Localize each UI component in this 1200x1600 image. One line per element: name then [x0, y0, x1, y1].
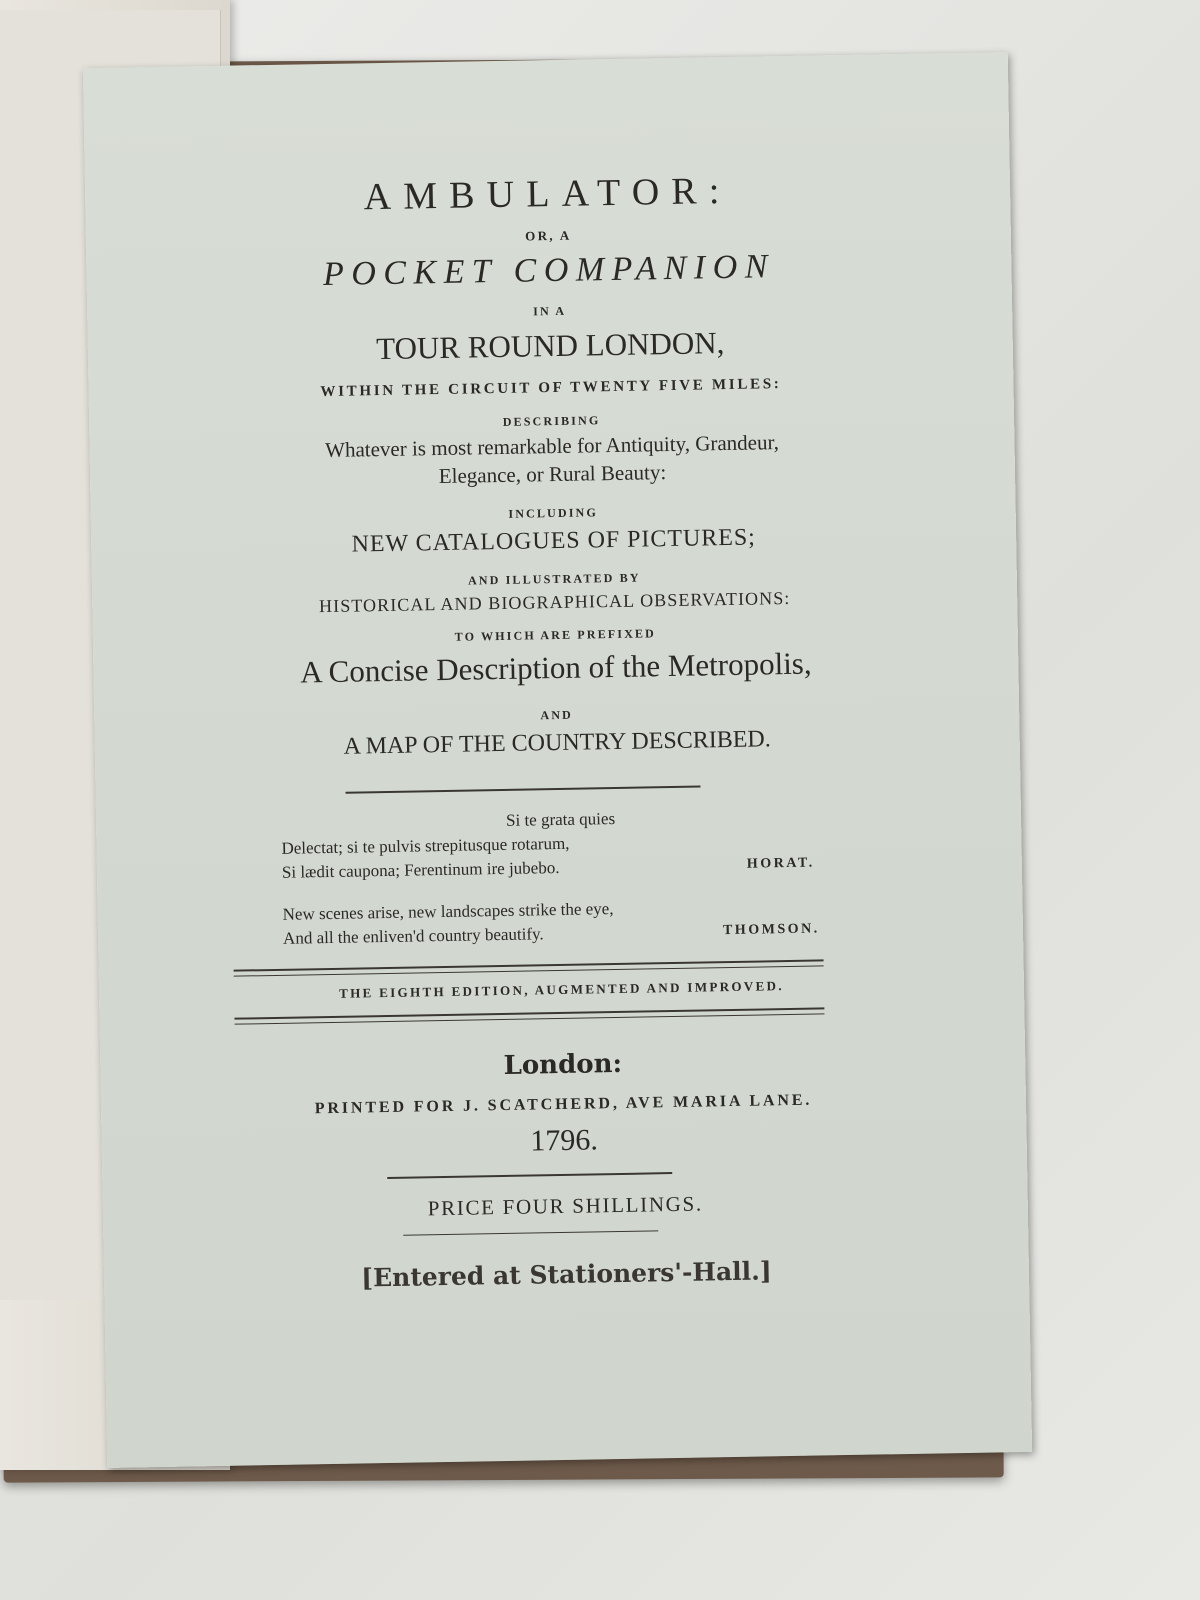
concise-description-line: A Concise Description of the Metropolis,	[299, 645, 812, 690]
catalogues-line: NEW CATALOGUES OF PICTURES;	[351, 524, 756, 558]
double-rule-top-2	[234, 965, 824, 976]
place-line: London:	[503, 1048, 623, 1081]
or-a-text: OR, A	[525, 227, 572, 244]
epigraph-latin-line-2: Delectat; si te pulvis strepitusque rotarum,	[281, 833, 570, 858]
whatever-line-1: Whatever is most remarkable for Antiquity, Grandeur,	[324, 430, 780, 463]
edition-line: THE EIGHTH EDITION, AUGMENTED AND IMPROVED.	[339, 978, 785, 1001]
epigraph-latin-line-1: Si te grata quies	[505, 809, 616, 830]
ornamental-rule-3	[403, 1230, 658, 1235]
epigraph-english-line-2: And all the enliven'd country beautify.	[282, 924, 544, 948]
whatever-line-2: Elegance, or Rural Beauty:	[438, 460, 667, 489]
price-line: PRICE FOUR SHILLINGS.	[427, 1191, 704, 1221]
epigraph-latin-line-3: Si lædit caupona; Ferentinum ire jubebo.	[281, 857, 560, 882]
title-page	[83, 52, 1032, 1468]
map-line: A MAP OF THE COUNTRY DESCRIBED.	[343, 726, 771, 760]
tour-line: TOUR ROUND LONDON,	[375, 325, 725, 367]
epigraph-english-author: THOMSON.	[722, 921, 820, 939]
ornamental-rule-1	[346, 786, 701, 794]
double-rule-bottom-2	[235, 1013, 825, 1024]
epigraph-latin-author: HORAT.	[746, 855, 815, 872]
main-title: AMBULATOR:	[363, 169, 732, 219]
printer-line: PRINTED FOR J. SCATCHERD, AVE MARIA LANE.	[314, 1091, 813, 1118]
entered-stamp: [Entered at Stationers'-Hall.]	[361, 1256, 772, 1293]
year-line: 1796.	[530, 1123, 599, 1158]
circuit-line: WITHIN THE CIRCUIT OF TWENTY FIVE MILES:	[320, 376, 782, 401]
ornamental-rule-2	[387, 1172, 672, 1179]
in-a-text: IN A	[533, 303, 567, 319]
illustrated-label: AND ILLUSTRATED BY	[467, 570, 641, 588]
including-label: INCLUDING	[508, 505, 599, 521]
observations-line: HISTORICAL AND BIOGRAPHICAL OBSERVATIONS:	[318, 587, 791, 617]
prefixed-label: TO WHICH ARE PREFIXED	[454, 626, 657, 644]
describing-label: DESCRIBING	[502, 413, 601, 429]
subtitle: POCKET COMPANION	[322, 248, 776, 294]
epigraph-english-line-1: New scenes arise, new landscapes strike the eye,	[282, 899, 614, 924]
and-label: AND	[540, 707, 574, 723]
